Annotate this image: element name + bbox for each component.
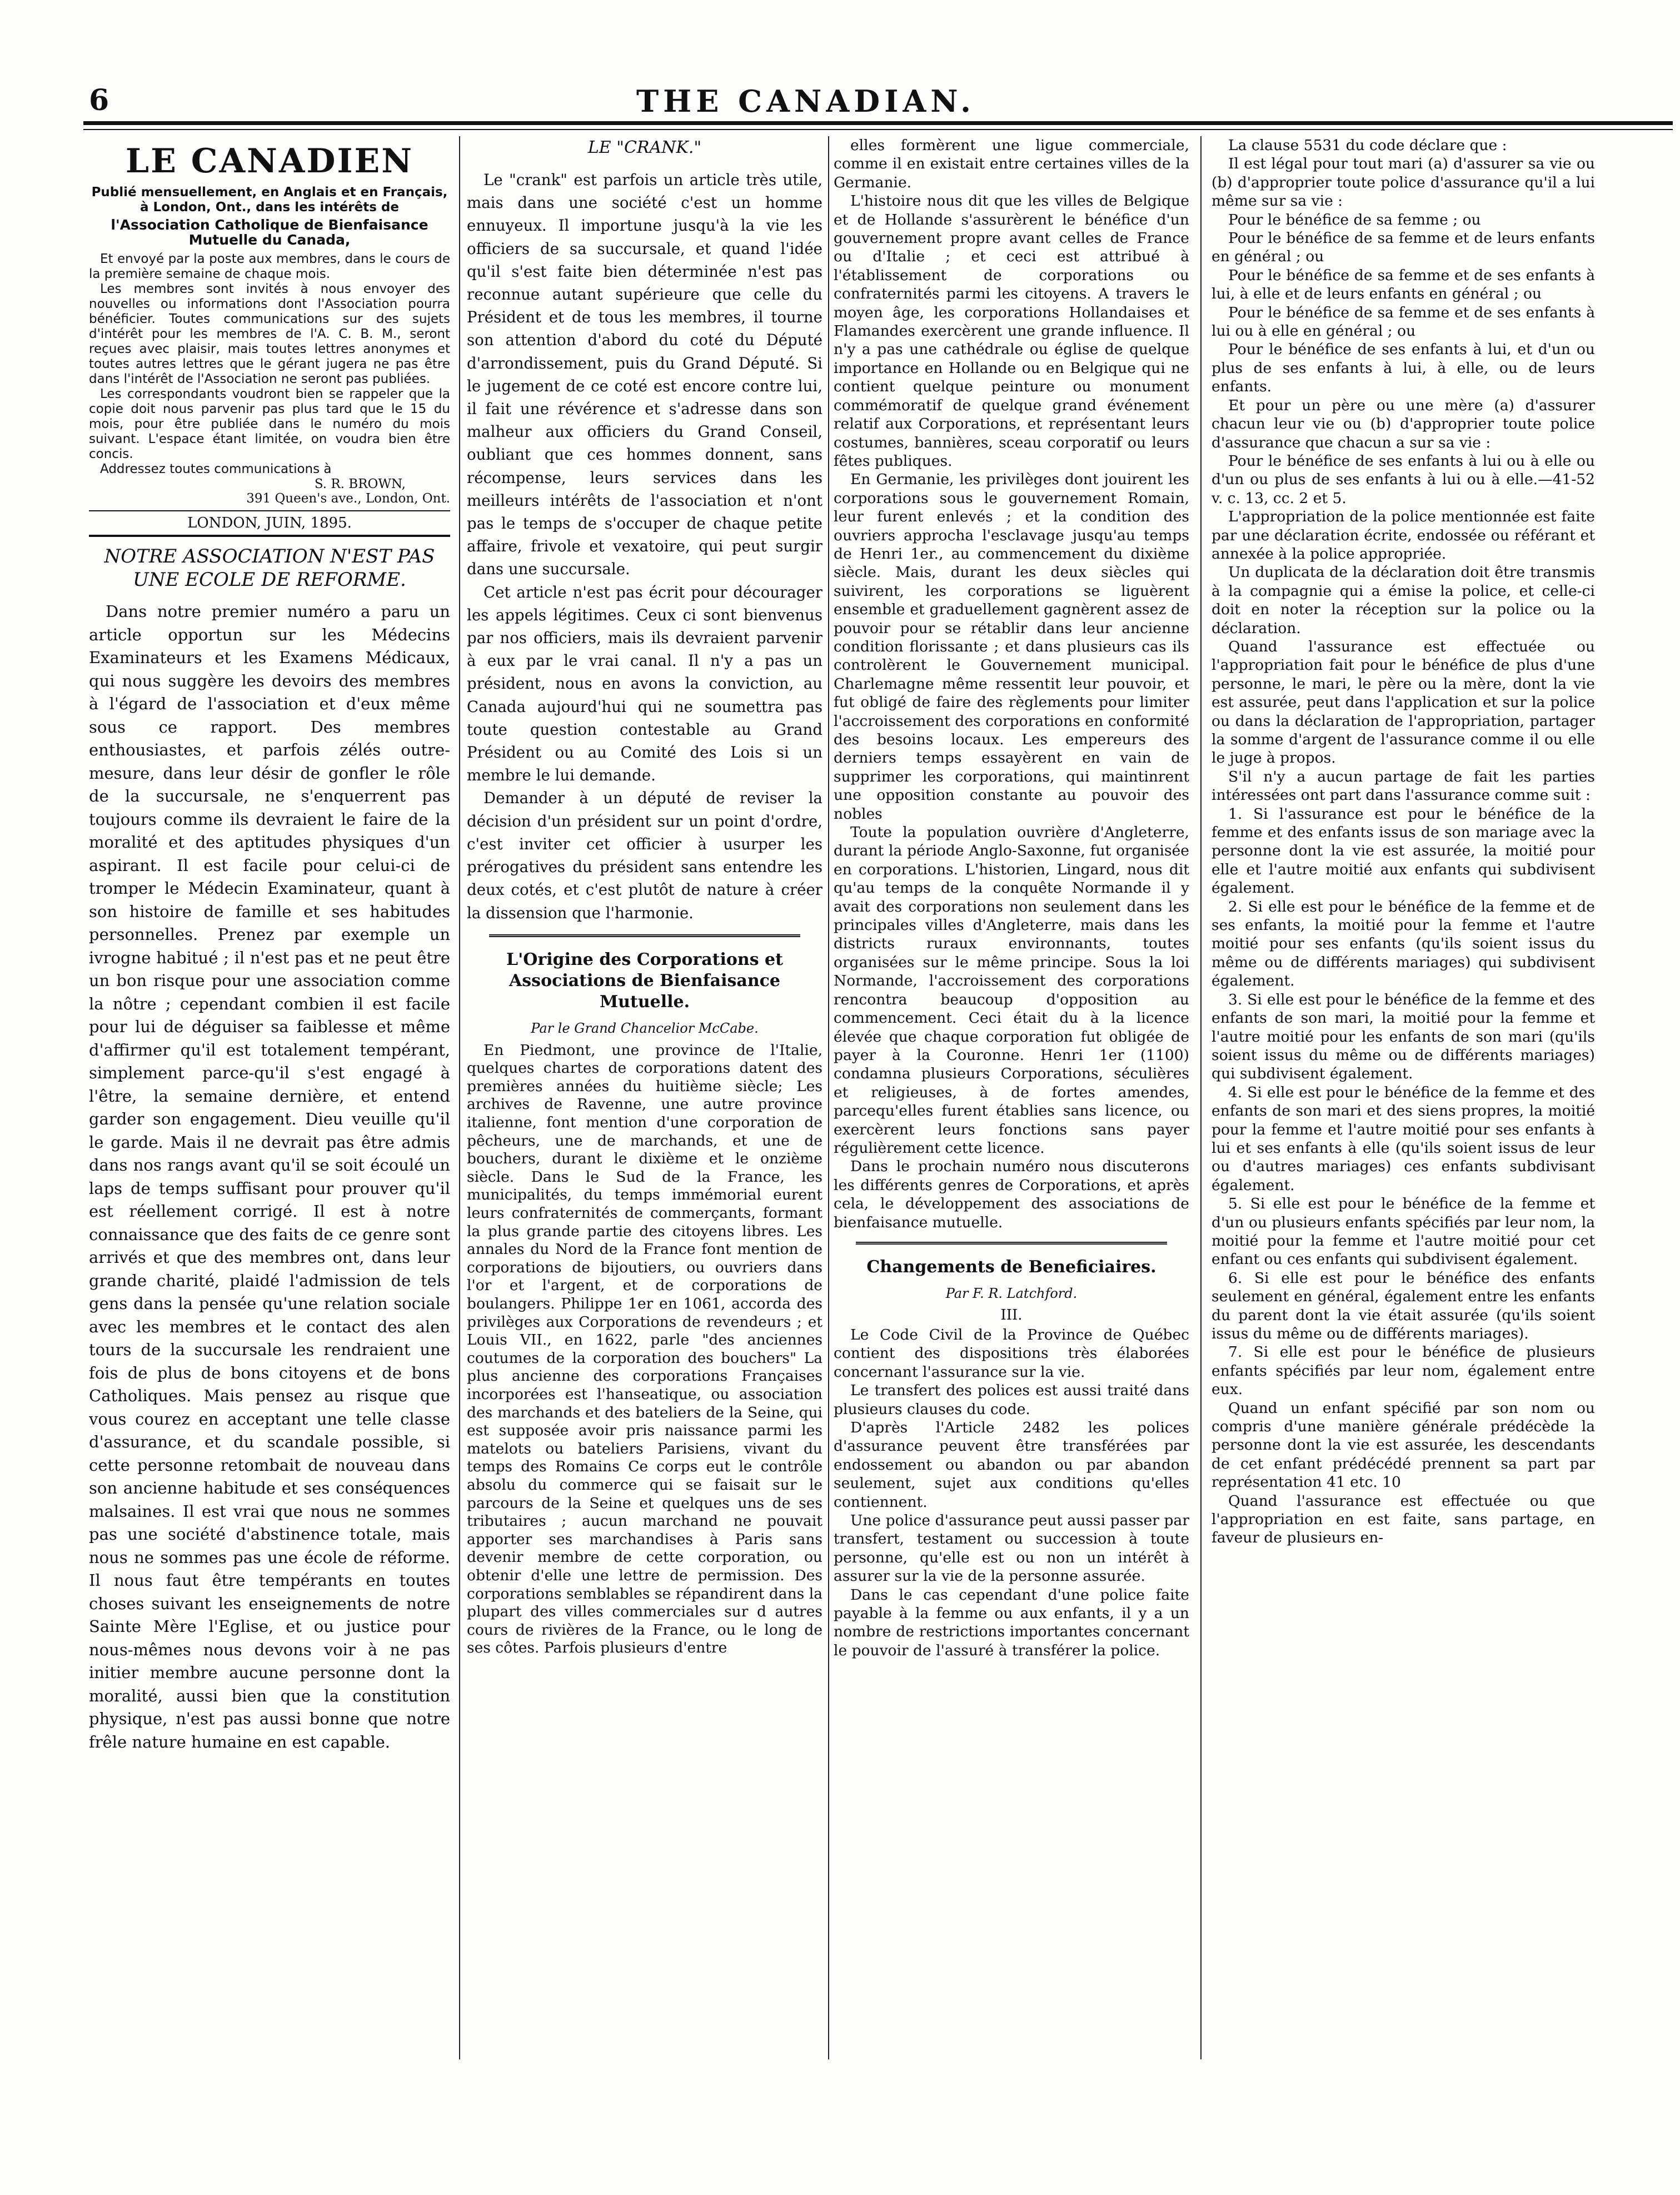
article-paragraph: elles formèrent une ligue commerciale, comme il en existait entre certaines villes de la Germanie. (834, 137, 1189, 191)
article-paragraph: 3. Si elle est pour le bénéfice de la femme et des enfants de son mari, la moitié pour la femme et l'autre moitié pour les enfants de son mari (qu'ils soient issus du même ou de différents mariages) qui subdivisent également. (1212, 991, 1595, 1083)
article-paragraph: Pour le bénéfice de sa femme et de ses enfants à lui, à elle et de leurs enfants en général ; ou (1212, 266, 1595, 303)
article-heading: NOTRE ASSOCIATION N'EST PAS UNE ECOLE DE REFORME. (104, 545, 435, 591)
article-paragraph: Pour le bénéfice de sa femme ; ou (1228, 211, 1481, 228)
article-paragraph: Demander à un député de reviser la décision d'un président sur un point d'ordre, c'est inviter cet officier à usurper les prérogatives du président sans entendre les deux cotés, et c'est plutôt de nature à créer la dissension que l'harmonie. (467, 789, 822, 922)
article-paragraph: Pour le bénéfice de ses enfants à lui, et d'un ou plus de ses enfants à lui, à elle, ou de leurs enfants. (1212, 341, 1595, 396)
article-paragraph: 5. Si elle est pour le bénéfice de la femme et d'un ou plusieurs enfants spécifiés par leur nom, la moitié pour la femme et l'autre moitié pour cet enfant ou ces enfants qui subdivisent également. (1212, 1195, 1595, 1268)
article-paragraph: Dans notre premier numéro a paru un article opportun sur les Médecins Examinateurs et les Examens Médicaux, qui nous suggère les devoirs des membres à l'égard de l'association et d'eux même sous ce rapport. Des membres enthousiastes, et parfois zélés outre-mesure, dans leur désir de gonfler le rôle de la succursale, ne s'enquerrent pas toujours comme ils devraient le faire de la moralité et des aptitudes physiques d'un aspirant. Il est facile pour celui-ci de tromper le Médecin Examinateur, quant à son histoire de famille et ses habitudes personnelles. Prenez par exemple un ivrogne habitué ; il n'est pas et ne peut être un bon risque pour une association comme la nôtre ; cependant combien il est facile pour lui de déguiser sa faiblesse et même d'affirmer qu'il est totalement tempérant, simplement parce-qu'il s'est engagé à l'être, la semaine dernière, et entend garder son engagement. Dieu veuille qu'il le garde. Mais il ne devrait pas être admis dans nos rangs avant qu'il se soit écoulé un laps de temps suffisant pour prouver qu'il est réellement corrigé. Il est à notre connaissance que des faits de ce genre sont arrivés et que des membres ont, dans leur grande charité, plaidé l'admission de tels gens dans la pensée qu'une relation sociale avec les membres et le contact des alen tours de la succursale les rendraient une fois de plus de bons citoyens et de bons Catholiques. Mais pensez au risque que vous courez en acceptant une telle classe d'assurance, et du scandale possible, si cette personne retombait de nouveau dans son ancienne habitude et ses conséquences malsaines. Il est vrai que nous ne sommes pas une société d'abstinence totale, mais nous ne sommes pas une école de réforme. Il nous faut être tempérants en toutes choses suivant les enseignements de notre Sainte Mère l'Eglise, et ou justice pour nous-mêmes nous devons voir à ne pas initier membre aucune personne dont la moralité, aussi bien que la constitution physique, n'est pas aussi bonne que notre frêle nature humaine en est capable. (89, 602, 450, 1751)
notice-paragraph: Les membres sont invités à nous envoyer des nouvelles ou informations dont l'Association pourra bénéficier. Toutes communications sur des sujets d'intérêt pour les membres de l'A. C. B. M., seront reçues avec plaisir, mais toutes lettres anonymes et toutes autres lettres que le gérant jugera ne pas être dans l'intérêt de l'Association ne seront pas publiées. (89, 282, 450, 386)
byline: Par le Grand Chancelior McCabe. (531, 1020, 759, 1036)
article-separator (856, 1242, 1167, 1247)
part-number: III. (1000, 1306, 1023, 1323)
article-heading: LE "CRANK." (587, 138, 702, 157)
article-paragraph: Le transfert des polices est aussi traité dans plusieurs clauses du code. (834, 1382, 1189, 1418)
article-heading: Changements de Beneficiaires. (866, 1257, 1156, 1277)
article-paragraph: Le Code Civil de la Province de Québec contient des dispositions très élaborées concernant l'assurance sur la vie. (834, 1326, 1189, 1381)
column-3 (834, 136, 1189, 2059)
article-paragraph: L'appropriation de la police mentionnée est faite par une déclaration écrite, endossée ou référant et annexée à la police appropriée. (1212, 508, 1595, 563)
article-paragraph: Le "crank" est parfois un article très utile, mais dans une société c'est un homme ennuyeux. Il importune jusqu'à la vie les officiers de sa succursale, et quand l'idée qu'il s'est faite bien déterminée n'est pas reconnue autant supérieure que celle du Président et de tous les membres, il tourne son attention d'abord du coté du Député d'arrondissement, puis du Grand Député. Si le jugement de ce coté est encore contre lui, il fait une révérence et s'adresse dans son malheur aux officiers du Grand Conseil, oubliant que ces hommes donnent, sans récompense, leurs services dans les meilleurs intérêts de l'association et n'ont pas le temps de s'occuper de chaque petite affaire, frivole et vexatoire, qui peut surgir dans une succursale. (467, 171, 822, 579)
column-2 (467, 136, 822, 2059)
running-title: THE CANADIAN. (636, 83, 975, 119)
header-rule-thin (83, 129, 1673, 130)
article-paragraph: D'après l'Article 2482 les polices d'assurance peuvent être transférées par endossement ou abandon ou par abandon seulement, sujet aux conditions qu'elles contiennent. (834, 1419, 1189, 1511)
article-paragraph: En Germanie, les privilèges dont jouirent les corporations sous le gouvernement Romain, leur furent enlevés ; et la condition des ouvriers approcha l'esclavage jusqu'au temps de Henri 1er., au commencement du dixième siècle. Mais, durant les deux siècles qui suivirent, les corporations se liguèrent ensemble et graduellement gagnèrent assez de pouvoir pour se rétablir dans leur ancienne condition florissante ; et dans plusieurs cas ils controlèrent le Gouvernement municipal. Charlemagne même ressentit leur pouvoir, et fut obligé de faire des règlements pour limiter l'accroissement des corporations en conformité des besoins locaux. Les empereurs des derniers temps essayèrent en vain de supprimer les corporations, qui maintinrent une opposition constante au pouvoir des nobles (834, 471, 1189, 823)
article-paragraph: En Piedmont, une province de l'Italie, quelques chartes de corporations datent des premières années du huitième siècle; Les archives de Ravenne, une autre province italienne, font mention d'une corporation de pêcheurs, une de marchands, et une de bouchers, durant le dixième et le onzième siècle. Dans le Sud de la France, les municipalités, du temps immémorial eurent leurs confraternités de commerçants, formant la plus grande partie des citoyens libres. Les annales du Nord de la France font mention de corporations de bijoutiers, ou ouvriers dans l'or et l'argent, et de corporations de boulangers. Philippe 1er en 1061, accorda des privilèges aux Corporations de revendeurs ; et Louis VII., en 1622, parle "des anciennes coutumes de la corporation des bouchers" La plus ancienne des corporations Françaises incorporées est l'hanseatique, ou association des marchands et des bateliers de la Seine, qui est supposée avoir pris naissance parmi les matelots ou bateliers Parisiens, vivant du temps des Romains Ce corps eut le contrôle absolu du commerce qui se faisait sur le parcours de la Seine et quelques uns de ses tributaires ; aucun marchand ne pouvait apporter ses marchandises à Paris sans devenir membre de cette corporation, ou obtenir d'elle une lettre de permission. Des corporations semblables se répandirent dans la plupart des villes commerciales sur d autres cours de rivières de la France, ou le long de ses côtes. Parfois plusieurs d'entre (467, 1041, 822, 1657)
column-divider (1200, 136, 1202, 2059)
organization-name: l'Association Catholique de Bienfaisance Mutuelle du Canada, (111, 217, 428, 248)
article-paragraph: Et pour un père ou une mère (a) d'assurer chacun leur vie ou (b) d'approprier toute police d'assurance que chacun a sur sa vie : (1212, 396, 1595, 451)
article-paragraph: Pour le bénéfice de sa femme et de ses enfants à lui ou à elle en général ; ou (1212, 303, 1595, 340)
article-paragraph: 6. Si elle est pour le bénéfice des enfants seulement en général, également entre les enfants du parent dont la vie était assurée (qu'ils soient issus du même ou de différents mariages). (1212, 1269, 1595, 1342)
column-4 (1212, 136, 1595, 2059)
article-paragraph: Il est légal pour tout mari (a) d'assurer sa vie ou (b) d'approprier toute police d'assurance qu'il a lui même sur sa vie : (1212, 155, 1595, 210)
article-paragraph: Pour le bénéfice de ses enfants à lui ou à elle ou d'un ou plus de ses enfants à lui ou à elle.—41-52 v. c. 13, cc. 2 et 5. (1212, 452, 1595, 507)
article-heading: L'Origine des Corporations et Associations de Bienfaisance Mutuelle. (506, 949, 783, 1012)
article-paragraph: 7. Si elle est pour le bénéfice de plusieurs enfants spécifiés par leur nom, également entre eux. (1212, 1343, 1595, 1398)
byline: Par F. R. Latchford. (945, 1285, 1078, 1301)
article-separator (489, 934, 800, 939)
article-paragraph: La clause 5531 du code déclare que : (1228, 137, 1507, 154)
header-rule (83, 121, 1673, 125)
notice-paragraph: Les correspondants voudront bien se rappeler que la copie doit nous parvenir pas plus tard que le 15 du mois, pour être publiée dans le numéro du mois suivant. L'espace étant limitée, on voudra bien être concis. (89, 387, 450, 461)
article-paragraph: 1. Si l'assurance est pour le bénéfice de la femme et des enfants issus de son mariage avec la personne dont la vie est assurée, la moitié pour elle et l'autre moitié aux enfants qui subdivisent également. (1212, 805, 1595, 897)
article-paragraph: Quand un enfant spécifié par son nom ou compris d'une manière générale prédécède la personne dont la vie est assurée, les descendants de cet enfant prédécédé prennent sa part par représentation 41 etc. 10 (1212, 1399, 1595, 1491)
column-1 (89, 136, 450, 2059)
article-paragraph: Une police d'assurance peut aussi passer par transfert, testament ou succession à toute personne, qu'elle est ou non un intérêt à assurer sur la vie de la personne assurée. (834, 1512, 1189, 1585)
article-paragraph: L'histoire nous dit que les villes de Belgique et de Hollande s'assurèrent le bénéfice d'un gouvernement propre avant celles de France ou d'Italie ; et ceci est attribué à l'établissement de corporations ou confraternités parmi les citoyens. A travers le moyen âge, les corporations Hollandaises et Flamandes exercèrent une grande influence. Il n'y a pas une cathédrale ou église de quelque importance en Hollande ou en Belgique qui ne contient quelque peinture ou monument commémoratif de quelque grand événement relatif aux Corporations, et représentant leurs costumes, bannières, sceau corporatif ou leurs fêtes publiques. (834, 192, 1189, 470)
article-paragraph: Quand l'assurance est effectuée ou l'appropriation fait pour le bénéfice de plus d'une personne, le mari, le père ou la mère, dont la vie est assurée, peut dans l'application et sur la police ou dans la déclaration de l'appropriation, partager la somme d'argent de l'assurance comme il ou elle le juge à propos. (1212, 638, 1595, 767)
signature-address: 391 Queen's ave., London, Ont. (246, 491, 450, 506)
address-intro: Addressez toutes communications à (100, 462, 332, 476)
article-paragraph: S'il n'y a aucun partage de fait les parties intéressées ont part dans l'assurance comme suit : (1212, 768, 1595, 804)
article-paragraph: Pour le bénéfice de sa femme et de leurs enfants en général ; ou (1212, 230, 1595, 266)
notice-paragraph: Et envoyé par la poste aux membres, dans le cours de la première semaine de chaque mois. (89, 252, 450, 281)
dateline: LONDON, JUIN, 1895. (89, 510, 450, 537)
article-paragraph: Quand l'assurance est effectuée ou que l'appropriation en est faite, sans partage, en faveur de plusieurs en- (1212, 1492, 1595, 1547)
article-paragraph: Cet article n'est pas écrit pour décourager les appels légitimes. Ceux ci sont bienvenus par nos officiers, mais ils devraient parvenir à eux par le vrai canal. Il n'y a pas un président, nous en avons la conviction, au Canada aujourd'hui qui ne soumettra pas toute question contestable au Grand Président ou au Comité des Lois si un membre le lui demande. (467, 583, 822, 785)
article-paragraph: Un duplicata de la déclaration doit être transmis à la compagnie qui a émise la police, et celle-ci doit en noter la réception sur la police ou la déclaration. (1212, 564, 1595, 637)
column-divider (828, 136, 829, 2059)
article-paragraph: Dans le prochain numéro nous discuterons les différents genres de Corporations, et après cela, le développement des associations de bienfaisance mutuelle. (834, 1158, 1189, 1231)
page-number: 6 (89, 83, 109, 117)
masthead-title: LE CANADIEN (125, 142, 414, 181)
signature-name: S. R. BROWN, (314, 477, 406, 491)
article-paragraph: Toute la population ouvrière d'Angleterre, durant la période Anglo-Saxonne, fut organisée en corporations. L'historien, Lingard, nous dit qu'au temps de la conquête Normande il y avait des corporations non seulement dans les principales villes d'Angleterre, mais dans les districts ruraux environnants, toutes organisées sur le même principe. Sous la loi Normande, l'accroissement des corporations rencontra beaucoup d'opposition au commencement. Ceci était du à la licence élevée que chaque corporation fut obligée de payer à la Couronne. Henri 1er (1100) condamna plusieurs Corporations, séculières et religieuses, à de fortes amendes, parcequ'elles furent établies sans licence, ou exercèrent leurs fonctions sans payer régulièrement cette licence. (834, 824, 1189, 1157)
article-paragraph: 2. Si elle est pour le bénéfice de la femme et de ses enfants, la moitié pour la femme et l'autre moitié pour ses enfants (qu'ils soient issus du même ou de différents mariages) qui subdivisent également. (1212, 898, 1595, 990)
article-paragraph: Dans le cas cependant d'une police faite payable à la femme ou aux enfants, il y a un nombre de restrictions importantes concernant le pouvoir de l'assuré à transférer la police. (834, 1586, 1189, 1659)
publication-line: Publié mensuellement, en Anglais et en Français, à London, Ont., dans les intérêts de (91, 185, 448, 215)
article-paragraph: 4. Si elle est pour le bénéfice de la femme et des enfants de son mari et des siens propres, la moitié pour la femme et l'autre moitié pour ses enfants à lui et ses enfants à elle (qu'ils soient issus de leur ou d'autres mariages) ces enfants subdivisant également. (1212, 1083, 1595, 1194)
column-divider (459, 136, 460, 2059)
